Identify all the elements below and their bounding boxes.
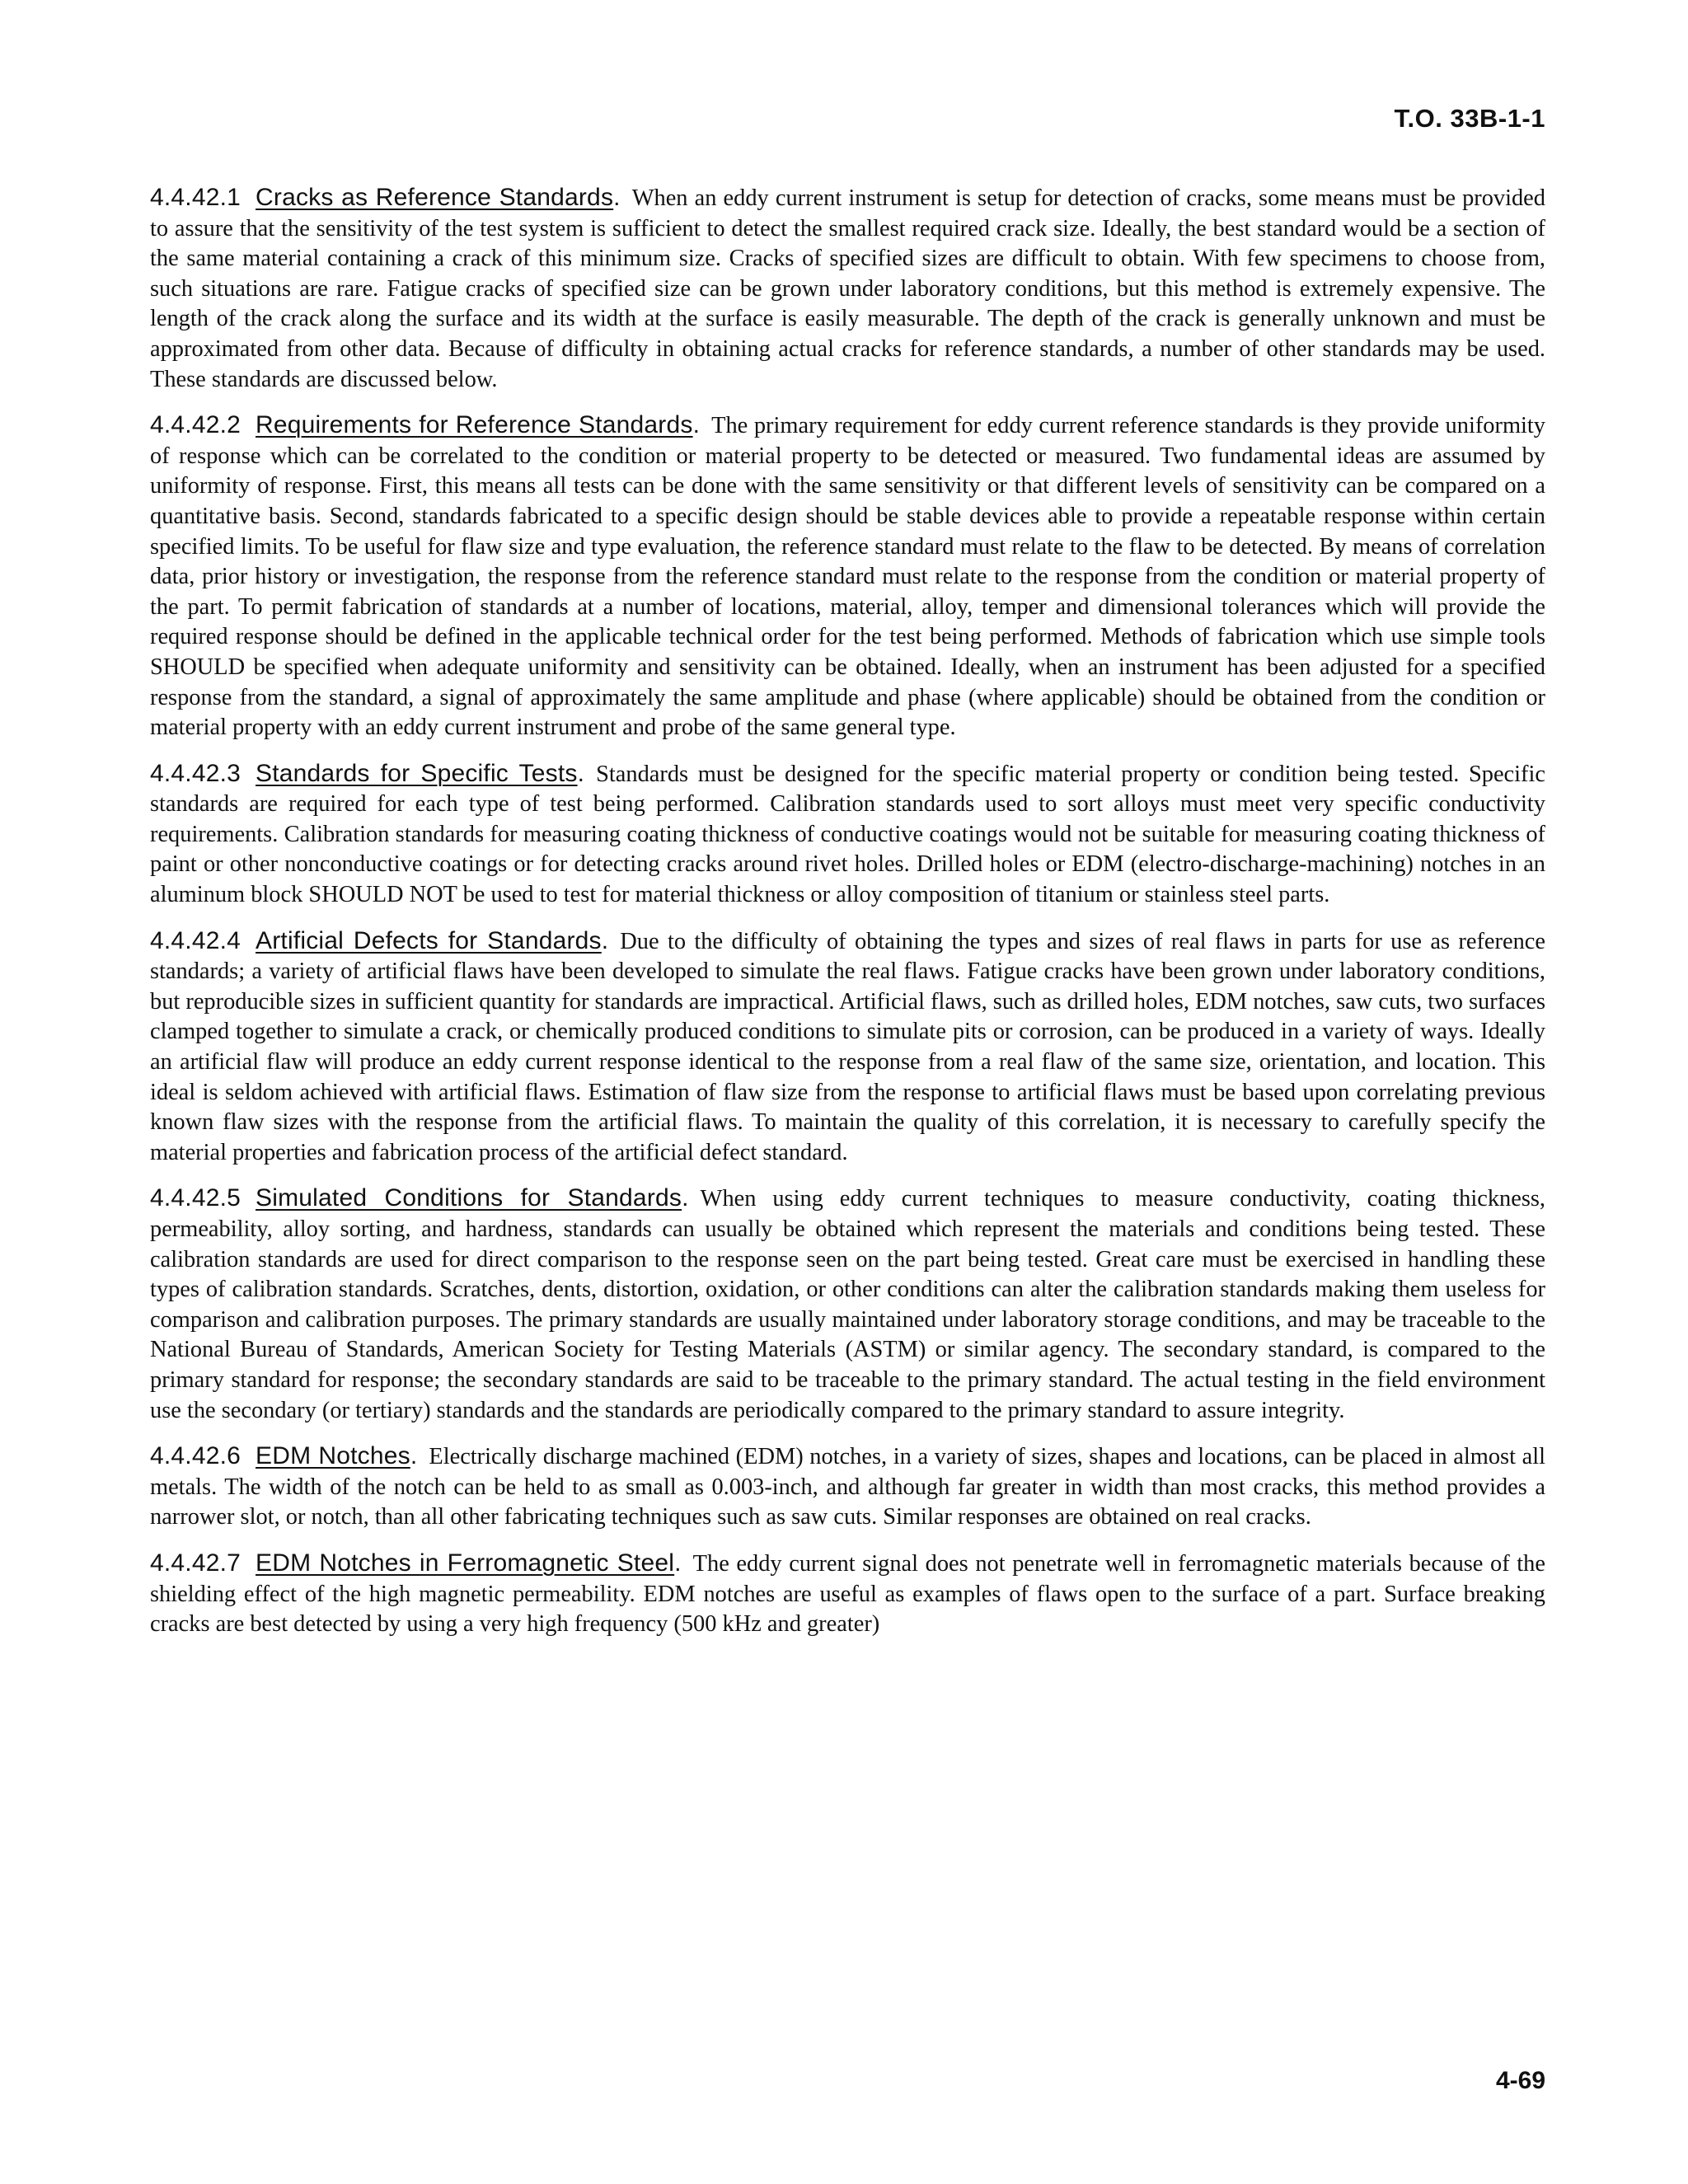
paragraph-heading: 4.4.42.5 Simulated Conditions for Standards. bbox=[150, 1184, 689, 1212]
paragraph-title: Simulated Conditions for Standards bbox=[256, 1184, 682, 1212]
paragraph-4-4-42-3 bbox=[150, 759, 1545, 911]
paragraph-heading: 4.4.42.7 EDM Notches in Ferromagnetic Steel. bbox=[150, 1549, 682, 1577]
paragraph-title: EDM Notches bbox=[256, 1442, 410, 1470]
paragraph-4-4-42-4 bbox=[150, 926, 1545, 1169]
paragraph-heading: 4.4.42.3 Standards for Specific Tests. bbox=[150, 759, 585, 787]
paragraph-number: 4.4.42.6 bbox=[150, 1442, 241, 1470]
paragraph-text: When an eddy current instrument is setup for detection of cracks, some means must be provided to assure that the sensitivity of the test system is sufficient to detect the smallest required crack size. Ideally, the best standard would be a section of the same material containing a crack of this minimum size. Cracks of specified sizes are difficult to obtain. With few specimens to choose from, such situations are rare. Fatigue cracks of specified size can be grown under laboratory conditions, but this method is extremely expensive. The length of the crack along the surface and its width at the surface is easily measurable. The depth of the crack is generally unknown and must be approximated from other data. Because of difficulty in obtaining actual cracks for reference standards, a number of other standards may be used. These standards are discussed below. bbox=[150, 185, 1545, 392]
paragraph-title: EDM Notches in Ferromagnetic Steel bbox=[256, 1549, 675, 1577]
document-id: T.O. 33B-1-1 bbox=[1394, 104, 1545, 133]
paragraph-number: 4.4.42.2 bbox=[150, 411, 241, 439]
paragraph-heading: 4.4.42.2 Requirements for Reference Standards. bbox=[150, 411, 701, 439]
paragraph-heading: 4.4.42.6 EDM Notches. bbox=[150, 1442, 418, 1470]
paragraph-title: Requirements for Reference Standards bbox=[256, 411, 693, 439]
paragraph-number: 4.4.42.1 bbox=[150, 184, 241, 211]
paragraph-text: The primary requirement for eddy current reference standards is they provide uniformity of response which can be correlated to the condition or material property to be detected or measured. Two fundamental ideas are assumed by uniformity of response. First, this means all tests can be done with the same sensitivity or that different levels of sensitivity can be compared on a quantitative basis. Second, standards fabricated to a specific design should be stable devices able to provide a repeatable response within certain specified limits. To be useful for flaw size and type evaluation, the reference standard must relate to the flaw to be detected. By means of correlation data, prior history or investigation, the response from the reference standard must relate to the response from the condition or material property of the part. To permit fabrication of standards at a number of locations, material, alloy, temper and dimensional tolerances which will provide the required response should be defined in the applicable technical order for the test being performed. Methods of fabrication which use simple tools SHOULD be specified when adequate uniformity and sensitivity can be obtained. Ideally, when an instrument has been adjusted for a specified response from the standard, a signal of approximately the same amplitude and phase (where applicable) should be obtained from the condition or material property with an eddy current instrument and probe of the same general type. bbox=[150, 413, 1545, 741]
paragraph-number: 4.4.42.5 bbox=[150, 1184, 241, 1212]
paragraph-text: When using eddy current techniques to measure conductivity, coating thickness, permeability, alloy sorting, and hardness, standards can usually be obtained which represent the materials and conditions being tested. These calibration standards are used for direct comparison to the response seen on the part being tested. Great care must be exercised in handling these types of calibration standards. Scratches, dents, distortion, oxidation, or other conditions can alter the calibration standards making them useless for comparison and calibration purposes. The primary standards are usually maintained under laboratory storage conditions, and may be traceable to the National Bureau of Standards, American Society for Testing Materials (ASTM) or similar agency. The secondary standard, is compared to the primary standard for response; the secondary standards are said to be traceable to the primary standard. The actual testing in the field environment use the secondary (or tertiary) standards and the standards are periodically compared to the primary standard to assure integrity. bbox=[150, 1186, 1546, 1423]
paragraph-4-4-42-5 bbox=[150, 1183, 1545, 1426]
paragraph-text: Standards must be designed for the specific material property or condition being tested. Specific standards are required for each type of test being performed. Calibration standards used to sort alloys must meet very specific conductivity requirements. Calibration standards for measuring coating thickness of conductive coatings would not be suitable for measuring coating thickness of paint or other nonconductive coatings or for detecting cracks around rivet holes. Drilled holes or EDM (electro-discharge-machining) notches in an aluminum block SHOULD NOT be used to test for material thickness or alloy composition of titanium or stainless steel parts. bbox=[150, 761, 1545, 908]
paragraph-number: 4.4.42.3 bbox=[150, 759, 241, 787]
paragraph-text: Due to the difficulty of obtaining the types and sizes of real flaws in parts for use as reference standards; a variety of artificial flaws have been developed to simulate the real flaws. Fatigue cracks have been grown under laboratory conditions, but reproducible sizes in sufficient quantity for standards are impractical. Artificial flaws, such as drilled holes, EDM notches, saw cuts, two surfaces clamped together to simulate a crack, or chemically produced conditions to simulate pits or corrosion, can be produced in a variety of ways. Ideally an artificial flaw will produce an eddy current response identical to the response from a real flaw of the same size, orientation, and location. This ideal is seldom achieved with artificial flaws. Estimation of flaw size from the response to artificial flaws must be based upon correlating previous known flaw sizes with the response from the artificial flaws. To maintain the quality of this correlation, it is necessary to carefully specify the material properties and fabrication process of the artificial defect standard. bbox=[150, 928, 1545, 1165]
paragraph-heading: 4.4.42.4 Artificial Defects for Standards. bbox=[150, 926, 609, 954]
page-number: 4-69 bbox=[1495, 2067, 1545, 2094]
paragraph-text: Electrically discharge machined (EDM) notches, in a variety of sizes, shapes and locations, can be placed in almost all metals. The width of the notch can be held to as small as 0.003-inch, and although far greater in width than most cracks, this method provides a narrower slot, or notch, than all other fabricating techniques such as saw cuts. Similar responses are obtained on real cracks. bbox=[150, 1444, 1545, 1530]
paragraph-text: The eddy current signal does not penetrate well in ferromagnetic materials because of the shielding effect of the high magnetic permeability. EDM notches are useful as examples of flaws open to the surface of a part. Surface breaking cracks are best detected by using a very high frequency (500 kHz and greater) bbox=[150, 1550, 1545, 1638]
paragraph-4-4-42-2 bbox=[150, 410, 1545, 743]
paragraph-title: Standards for Specific Tests bbox=[256, 759, 578, 787]
paragraph-title: Artificial Defects for Standards bbox=[256, 926, 602, 954]
document-body bbox=[150, 183, 1545, 1656]
paragraph-heading: 4.4.42.1 Cracks as Reference Standards. bbox=[150, 184, 621, 211]
paragraph-number: 4.4.42.4 bbox=[150, 926, 241, 954]
paragraph-4-4-42-7 bbox=[150, 1549, 1545, 1640]
paragraph-4-4-42-1 bbox=[150, 183, 1545, 395]
paragraph-4-4-42-6 bbox=[150, 1441, 1545, 1533]
paragraph-title: Cracks as Reference Standards bbox=[256, 184, 614, 211]
paragraph-number: 4.4.42.7 bbox=[150, 1549, 241, 1577]
